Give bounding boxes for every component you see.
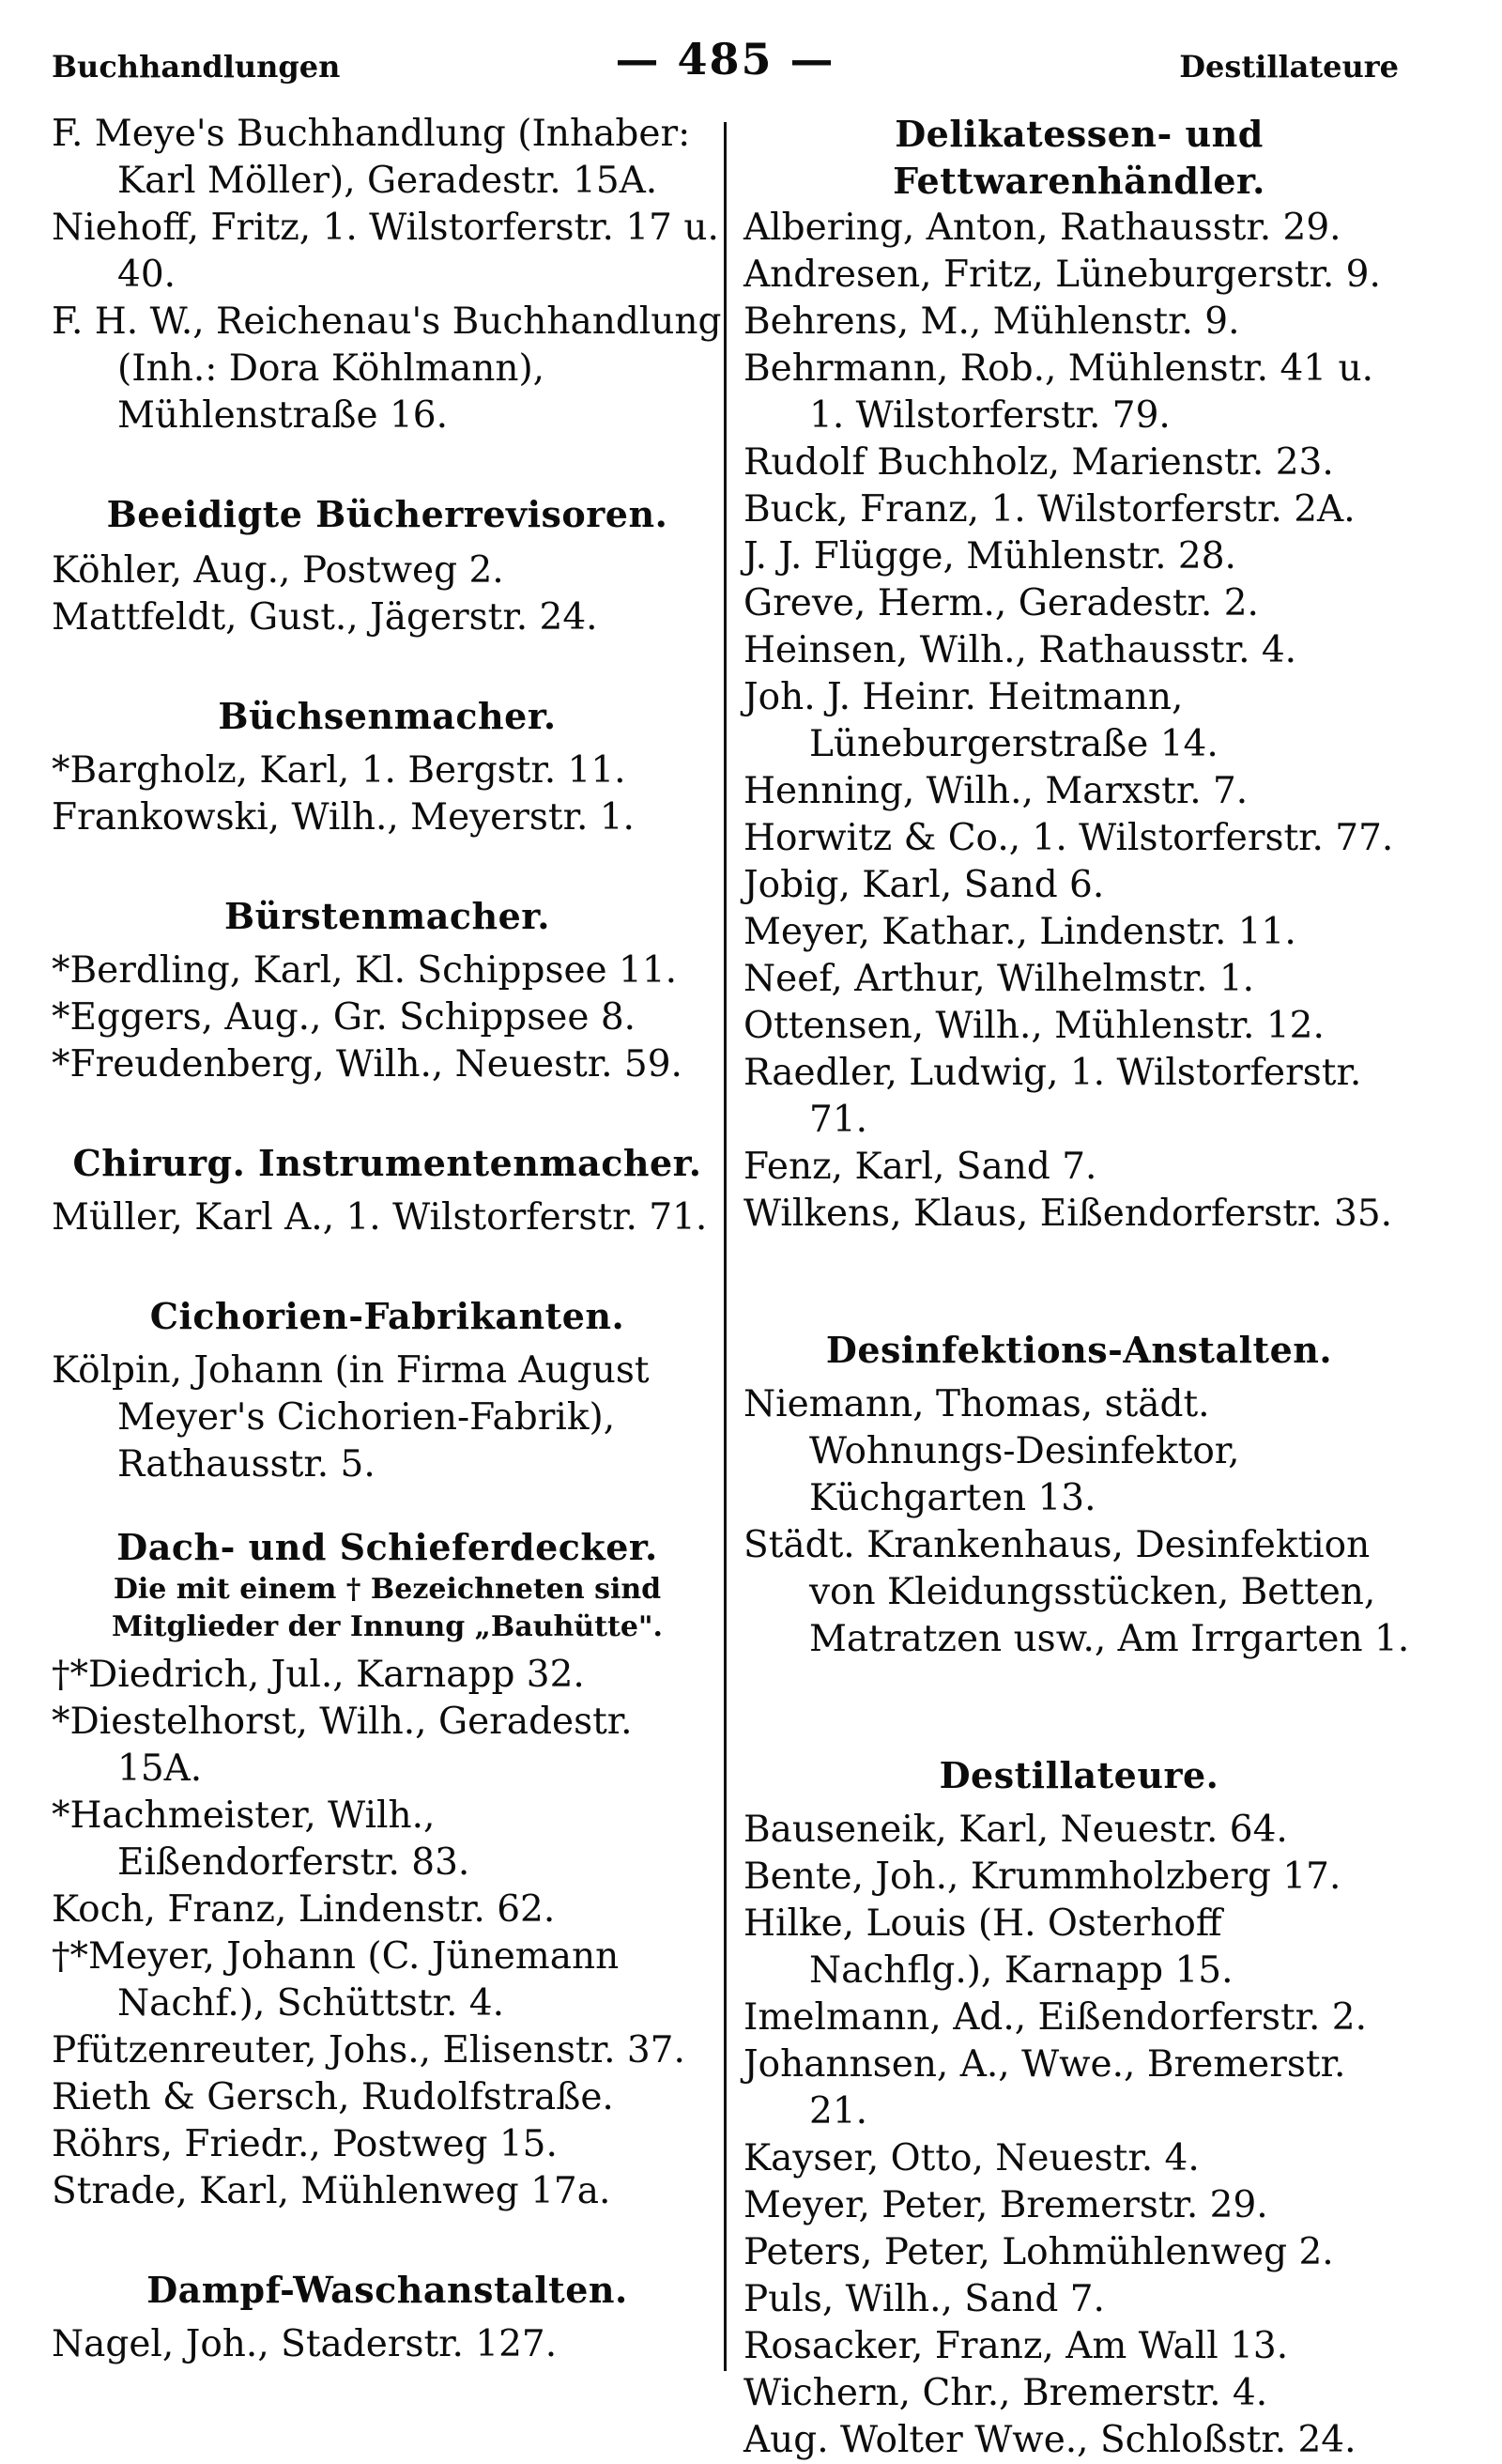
list-item: *Berdling, Karl, Kl. Schippsee 11.	[52, 949, 678, 992]
list-item: Wichern, Chr., Bremerstr. 4.	[743, 2372, 1268, 2414]
list-item: Nagel, Joh., Staderstr. 127.	[52, 2323, 558, 2365]
list-item: Neef, Arthur, Wilhelmstr. 1.	[743, 958, 1255, 1000]
list-item: Johannsen, A., Wwe., Bremerstr. 21.	[743, 2043, 1346, 2133]
list-item: Kayser, Otto, Neuestr. 4.	[743, 2137, 1200, 2179]
section-heading-cichorien: Cichorien-Fabrikanten.	[149, 1295, 625, 1337]
list-item: Strade, Karl, Mühlenweg 17a.	[52, 2170, 611, 2212]
list-item: Rosacker, Franz, Am Wall 13.	[743, 2325, 1289, 2367]
list-item: Pfützenreuter, Johs., Elisenstr. 37.	[52, 2029, 685, 2071]
list-item: Niemann, Thomas, städt. Wohnungs-Desinfektor, Küchgarten 13.	[743, 1383, 1240, 1519]
list-item: Niehoff, Fritz, 1. Wilstorferstr. 17 u. 40.	[52, 207, 719, 296]
list-item: Peters, Peter, Lohmühlenweg 2.	[743, 2231, 1334, 2273]
list-item: Meyer, Kathar., Lindenstr. 11.	[743, 911, 1296, 953]
list-item: F. Meye's Buchhandlung (Inhaber: Karl Möller), Geradestr. 15A.	[52, 113, 691, 202]
section-heading-buecherrevisoren: Beeidigte Bücherrevisoren.	[106, 493, 668, 535]
list-item: Rieth & Gersch, Rudolfstraße.	[52, 2076, 614, 2118]
list-item: Rudolf Buchholz, Marienstr. 23.	[743, 441, 1334, 484]
list-item: Mattfeldt, Gust., Jägerstr. 24.	[52, 596, 598, 639]
list-item: Joh. J. Heinr. Heitmann, Lüneburgerstraße 14.	[743, 676, 1218, 765]
list-item: Meyer, Peter, Bremerstr. 29.	[743, 2184, 1268, 2226]
list-item: *Diestelhorst, Wilh., Geradestr. 15A.	[52, 1701, 633, 1790]
list-item: *Hachmeister, Wilh., Eißendorferstr. 83.	[52, 1794, 470, 1884]
list-item: Köhler, Aug., Postweg 2.	[52, 549, 504, 592]
section-note: Die mit einem † Bezeichneten sind Mitglieder der Innung „Bauhütte".	[111, 1573, 663, 1643]
list-item: Frankowski, Wilh., Meyerstr. 1.	[52, 796, 635, 839]
list-item: Horwitz & Co., 1. Wilstorferstr. 77.	[743, 817, 1394, 859]
list-item: Andresen, Fritz, Lüneburgerstr. 9.	[743, 254, 1381, 296]
section-heading-dachdecker: Dach- und Schieferdecker.	[116, 1526, 658, 1568]
list-item: Müller, Karl A., 1. Wilstorferstr. 71.	[52, 1196, 708, 1239]
section-heading-buerstenmacher: Bürstenmacher.	[223, 895, 551, 937]
left-column	[52, 111, 723, 2368]
list-item: Hilke, Louis (H. Osterhoff Nachflg.), Karnapp 15.	[743, 1902, 1234, 1992]
list-item: Henning, Wilh., Marxstr. 7.	[743, 770, 1249, 812]
list-item: Puls, Wilh., Sand 7.	[743, 2278, 1105, 2320]
running-head-right: Destillateure	[1179, 49, 1399, 85]
list-item: Fenz, Karl, Sand 7.	[743, 1146, 1097, 1188]
list-item: *Freudenberg, Wilh., Neuestr. 59.	[52, 1043, 682, 1086]
list-item: *Bargholz, Karl, 1. Bergstr. 11.	[52, 749, 626, 792]
list-item: Koch, Franz, Lindenstr. 62.	[52, 1888, 556, 1931]
running-head-left: Buchhandlungen	[52, 49, 341, 85]
list-item: Wilkens, Klaus, Eißendorferstr. 35.	[743, 1193, 1393, 1235]
column-divider	[724, 122, 727, 2371]
list-item: Raedler, Ludwig, 1. Wilstorferstr. 71.	[743, 1052, 1362, 1141]
section-heading-buechsenmacher: Büchsenmacher.	[218, 695, 557, 737]
list-item: Imelmann, Ad., Eißendorferstr. 2.	[743, 1996, 1368, 2039]
list-item: Röhrs, Friedr., Postweg 15.	[52, 2123, 558, 2165]
list-item: †*Meyer, Johann (C. Jünemann Nachf.), Schüttstr. 4.	[52, 1935, 620, 2025]
list-item: J. J. Flügge, Mühlenstr. 28.	[743, 535, 1236, 578]
list-item: Kölpin, Johann (in Firma August Meyer's Cichorien-Fabrik), Rathausstr. 5.	[52, 1349, 650, 1486]
list-item: Buck, Franz, 1. Wilstorferstr. 2A.	[743, 488, 1356, 531]
section-heading-chirurg: Chirurg. Instrumentenmacher.	[72, 1142, 702, 1184]
section-heading-desinfektion: Desinfektions-Anstalten.	[825, 1329, 1333, 1371]
list-item: Aug. Wolter Wwe., Schloßstr. 24.	[743, 2419, 1356, 2461]
section-heading-dampfwasch: Dampf-Waschanstalten.	[146, 2269, 628, 2311]
list-item: Bente, Joh., Krummholzberg 17.	[743, 1856, 1341, 1898]
list-item: *Eggers, Aug., Gr. Schippsee 8.	[52, 996, 636, 1039]
page-header	[52, 28, 1399, 94]
list-item: Greve, Herm., Geradestr. 2.	[743, 582, 1259, 624]
list-item: Ottensen, Wilh., Mühlenstr. 12.	[743, 1005, 1325, 1047]
section-heading-delikatessen: Delikatessen- und Fettwarenhändler.	[893, 113, 1265, 202]
list-item: Behrmann, Rob., Mühlenstr. 41 u. 1. Wilstorferstr. 79.	[743, 347, 1373, 437]
list-item: Albering, Anton, Rathausstr. 29.	[743, 207, 1341, 249]
list-item: F. H. W., Reichenau's Buchhandlung (Inh.: Dora Köhlmann), Mühlenstraße 16.	[52, 300, 722, 437]
right-column	[743, 111, 1415, 2464]
list-item: Bauseneik, Karl, Neuestr. 64.	[743, 1809, 1288, 1851]
list-item: †*Diedrich, Jul., Karnapp 32.	[52, 1654, 585, 1696]
list-item: Behrens, M., Mühlenstr. 9.	[743, 300, 1240, 343]
list-item: Städt. Krankenhaus, Desinfektion von Kleidungsstücken, Betten, Matratzen usw., Am Irrgarten 1.	[743, 1524, 1410, 1660]
section-heading-destillateure: Destillateure.	[939, 1754, 1219, 1796]
list-item: Heinsen, Wilh., Rathausstr. 4.	[743, 629, 1297, 671]
list-item: Jobig, Karl, Sand 6.	[743, 864, 1105, 906]
page-number: — 485 —	[615, 34, 835, 85]
